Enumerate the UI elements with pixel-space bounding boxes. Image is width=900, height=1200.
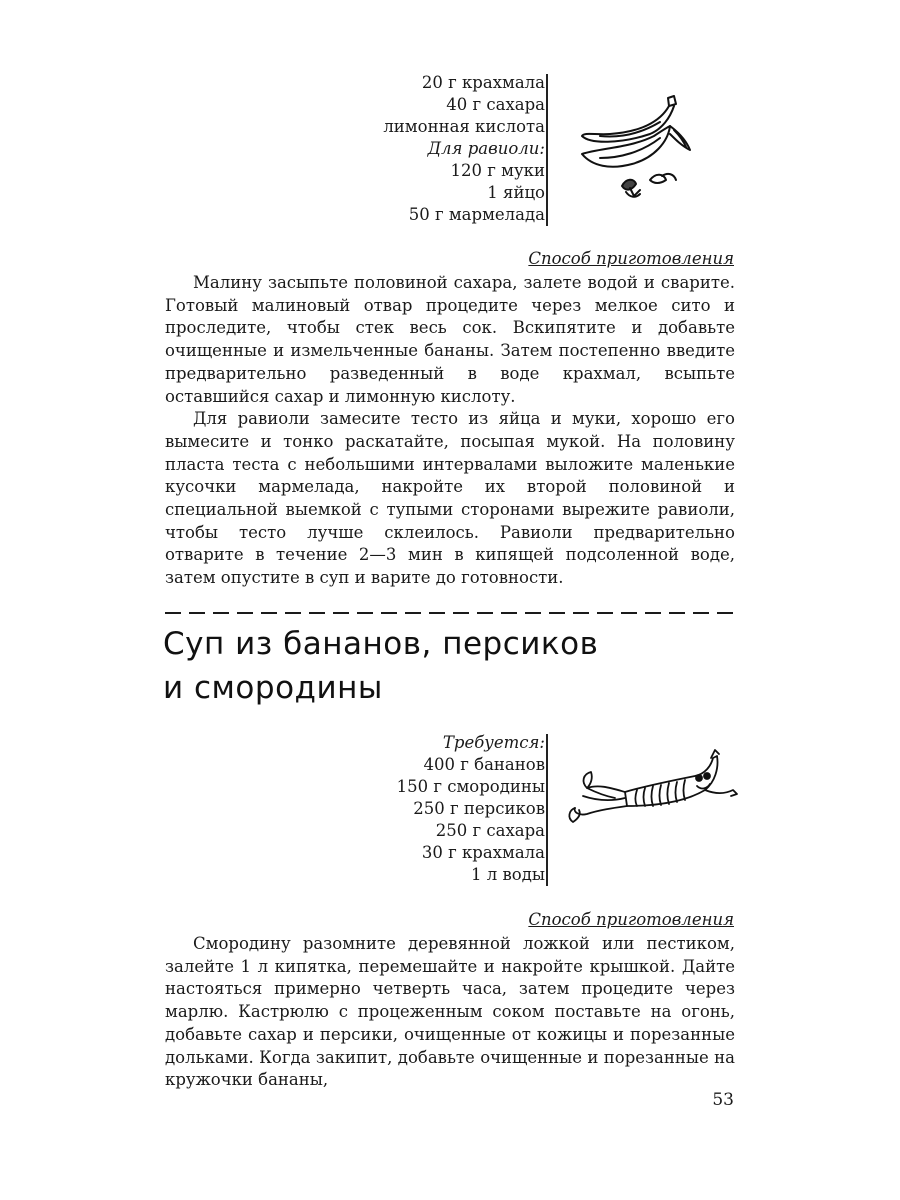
ingredients-list-2 — [397, 732, 545, 886]
ingredient-line: 1 яйцо — [487, 183, 545, 202]
ingredient-subheading: Для равиоли: — [427, 139, 545, 158]
recipe-title — [163, 622, 763, 710]
ingredient-line: 400 г бананов — [423, 755, 545, 774]
ingredients-divider — [546, 734, 548, 886]
recipe-title-line: Суп из бананов, персиков — [163, 626, 599, 662]
ingredient-line: 20 г крахмала — [421, 73, 545, 92]
method-text-1 — [165, 272, 735, 590]
ingredient-line: 40 г сахара — [446, 95, 545, 114]
ingredient-line: 50 г мармелада — [408, 205, 545, 224]
method-paragraph: Смородину разомните деревянной ложкой или пестиком, залейте 1 л кипятка, перемешайте и накройте крышкой. Дайте настояться примерно четверть часа, затем процедите через марлю. Кастрюлю с процеженным соком поставьте на огонь, добавьте сахар и персики, очищенные от кожицы и порезанные дольками. Когда закипит, добавьте очищенные и порезанные на кружочки бананы, — [165, 934, 735, 1090]
method-paragraph: Для равиоли замесите тесто из яйца и муки, хорошо его вымесите и тонко раскатайте, посыпая мукой. На половину пласта теста с небольшими интервалами выложите маленькие кусочки мармелада, накройте их второй половиной и специальной выемкой с тупыми сторонами вырежите равиоли, чтобы тесто лучше склеилось. Равиоли предварительно отварите в течение 2—3 мин в кипящей подсоленной воде, затем опустите в суп и варите до готовности. — [165, 409, 735, 588]
ingredient-line: 250 г персиков — [413, 799, 545, 818]
cartoon-banana-illustration — [565, 748, 740, 828]
recipe-title-line: и смородины — [163, 670, 383, 706]
ingredient-line: лимонная кислота — [383, 117, 545, 136]
ingredient-line: 150 г смородины — [396, 777, 545, 796]
ingredients-list-1 — [383, 72, 545, 226]
method-paragraph: Малину засыпьте половиной сахара, залете водой и сварите. Готовый малиновый отвар процедите через мелкое сито и проследите, чтобы стек весь сок. Вскипятите и добавьте очищенные и измельченные бананы. Затем постепенно введите предварительно разведенный в воде крахмал, всыпьте оставшийся сахар и лимонную кислоту. — [165, 273, 735, 406]
ingredient-line: 1 л воды — [471, 865, 545, 884]
page-number: 53 — [712, 1090, 734, 1110]
banana-peel-illustration — [570, 92, 695, 204]
method-heading: Способ приготовления — [528, 910, 734, 929]
ingredients-divider — [546, 74, 548, 226]
method-heading: Способ приготовления — [528, 249, 734, 268]
ingredient-line: 250 г сахара — [435, 821, 545, 840]
ingredient-subheading: Требуется: — [442, 733, 545, 752]
ingredient-line: 120 г муки — [450, 161, 545, 180]
method-text-2 — [165, 933, 735, 1092]
ingredient-line: 30 г крахмала — [421, 843, 545, 862]
section-divider — [165, 612, 735, 614]
